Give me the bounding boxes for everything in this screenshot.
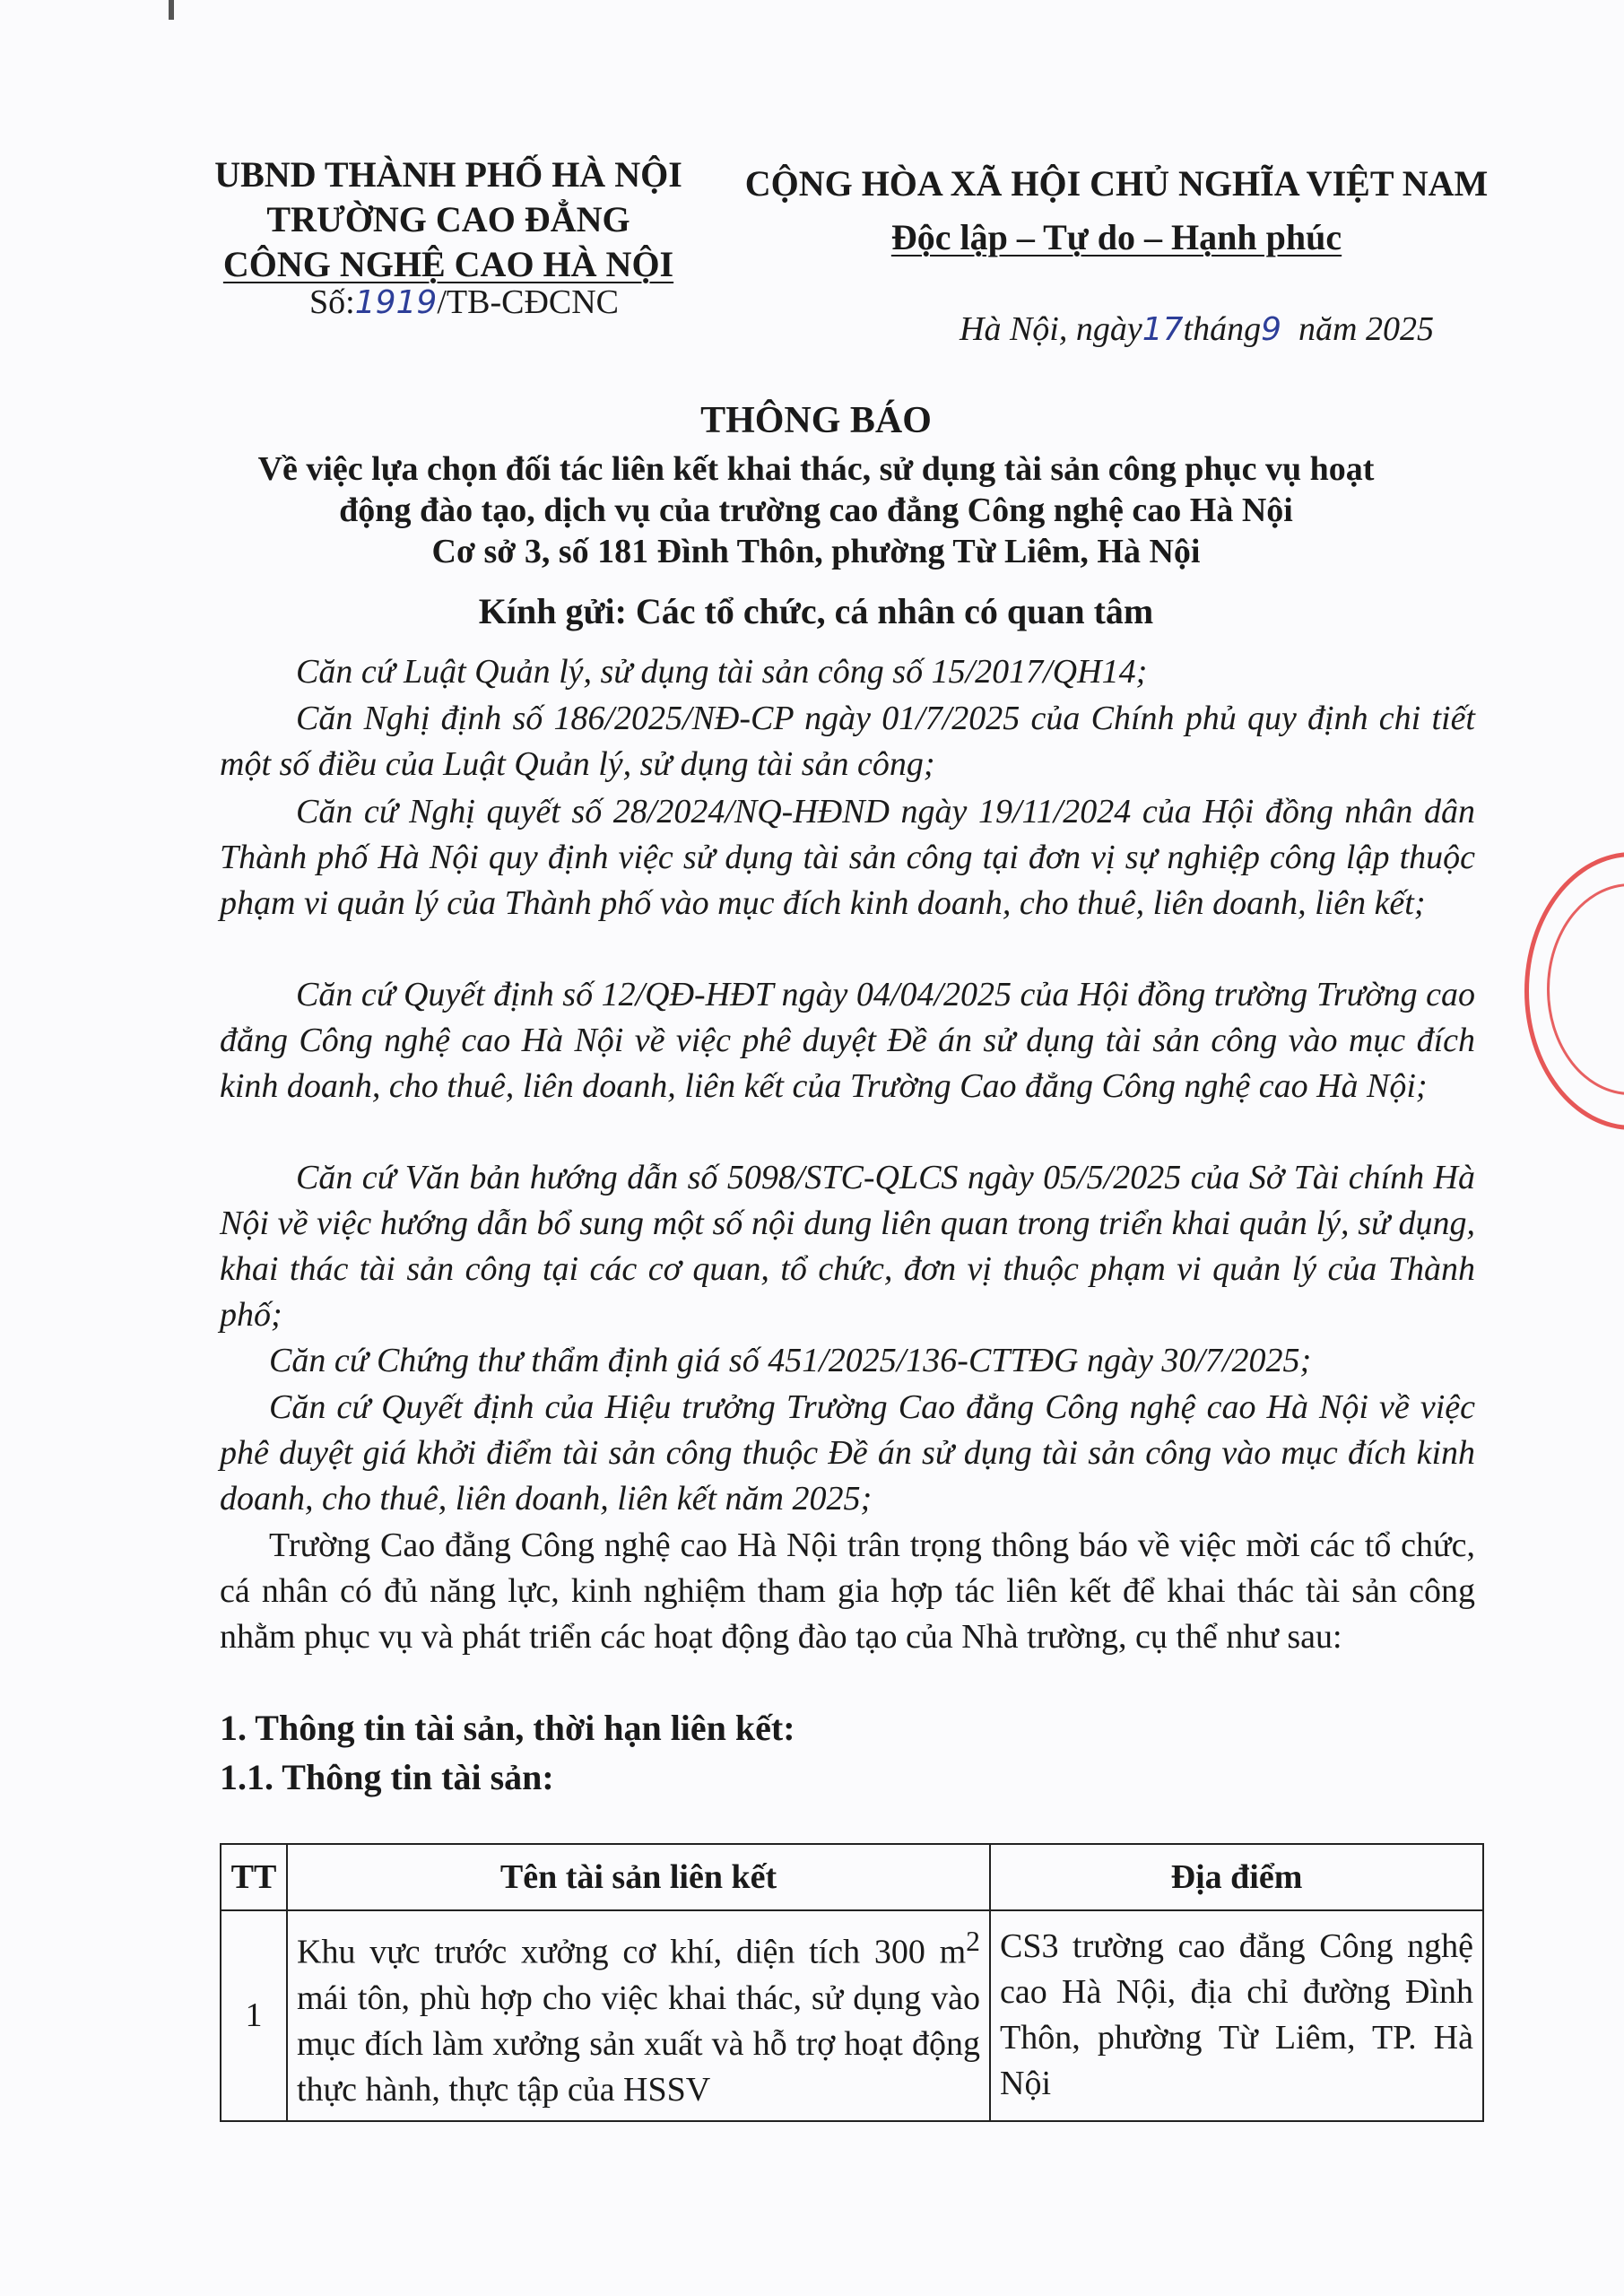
- legal-basis-4: Căn cứ Quyết định số 12/QĐ-HĐT ngày 04/04/2025 của Hội đồng trường Trường cao đẳng Công nghệ cao Hà Nội về việc phê duyệt Đề án sử dụng tài sản công vào mục đích kinh doanh, cho thuê, liên doanh, liên kết của Trường Cao đẳng Công nghệ cao Hà Nội;: [220, 976, 1475, 1105]
- intro-paragraph: Trường Cao đẳng Công nghệ cao Hà Nội trân trọng thông báo về việc mời các tổ chức, cá nhân có đủ năng lực, kinh nghiệm tham gia hợp tác liên kết để khai thác tài sản công nhằm phục vụ và phát triển các hoạt động đào tạo của Nhà trường, cụ thể như sau:: [220, 1526, 1475, 1656]
- section-1-1-heading: 1.1. Thông tin tài sản:: [220, 1757, 554, 1797]
- header-tt: TT: [221, 1844, 287, 1910]
- legal-basis-5: Căn cứ Văn bản hướng dẫn số 5098/STC-QLCS ngày 05/5/2025 của Sở Tài chính Hà Nội về việc hướng dẫn bổ sung một số nội dung liên quan trong triển khai quản lý, sử dụng, khai thác tài sản công tại các cơ quan, tổ chức, đơn vị thuộc phạm vi quản lý của Thành phố;: [220, 1159, 1475, 1334]
- scan-artifact: [169, 0, 174, 20]
- document-title: THÔNG BÁO: [700, 400, 932, 441]
- issuing-org-block: [179, 152, 717, 287]
- legal-basis-7: Căn cứ Quyết định của Hiệu trưởng Trường Cao đẳng Công nghệ cao Hà Nội về việc phê duyệt giá khởi điểm tài sản công thuộc Đề án sử dụng tài sản công vào mục đích kinh doanh, cho thuê, liên doanh, liên kết năm 2025;: [220, 1388, 1475, 1518]
- legal-basis-3: Căn cứ Nghị quyết số 28/2024/NQ-HĐND ngày 19/11/2024 của Hội đồng nhân dân Thành phố Hà Nội quy định việc sử dụng tài sản công tại đơn vị sự nghiệp công lập thuộc phạm vi quản lý của Thành phố vào mục đích kinh doanh, cho thuê, liên doanh, liên kết;: [220, 793, 1475, 922]
- nation-name: CỘNG HÒA XÃ HỘI CHỦ NGHĨA VIỆT NAM: [744, 163, 1489, 204]
- issue-date: Hà Nội, ngày17tháng9 năm 2025: [960, 310, 1434, 348]
- handwritten-day: 17: [1142, 311, 1184, 348]
- recipient-line: Kính gửi: Các tổ chức, cá nhân có quan tâm: [478, 591, 1154, 631]
- cell-tt: 1: [221, 1910, 287, 2121]
- national-header: [735, 157, 1498, 265]
- document-number: Số:1919/TB-CĐCNC: [309, 283, 620, 321]
- legal-basis-1: Căn cứ Luật Quản lý, sử dụng tài sản công số 15/2017/QH14;: [296, 653, 1148, 691]
- table-row: [221, 1910, 1483, 2121]
- handwritten-month: 9: [1261, 311, 1281, 348]
- header-asset-name: Tên tài sản liên kết: [287, 1844, 990, 1910]
- asset-table: [220, 1843, 1484, 2122]
- section-1-heading: 1. Thông tin tài sản, thời hạn liên kết:: [220, 1708, 795, 1748]
- document-subtitle: Về việc lựa chọn đối tác liên kết khai thác, sử dụng tài sản công phục vụ hoạt động đào tạo, dịch vụ của trường cao đẳng Công nghệ cao Hà Nội Cơ sở 3, số 181 Đình Thôn, phường Từ Liêm, Hà Nội: [257, 450, 1375, 570]
- org-line-2: TRƯỜNG CAO ĐẲNG: [266, 199, 630, 239]
- header-location: Địa điểm: [990, 1844, 1483, 1910]
- org-line-1: UBND THÀNH PHỐ HÀ NỘI: [214, 154, 682, 195]
- legal-basis-6: Căn cứ Chứng thư thẩm định giá số 451/2025/136-CTTĐG ngày 30/7/2025;: [269, 1342, 1312, 1379]
- org-line-3: CÔNG NGHỆ CAO HÀ NỘI: [222, 244, 674, 284]
- table-header-row: [221, 1844, 1483, 1910]
- cell-location: CS3 trường cao đẳng Công nghệ cao Hà Nội, địa chỉ đường Đình Thôn, phường Từ Liêm, TP. Hà Nội: [990, 1910, 1483, 2121]
- handwritten-number: 1919: [354, 284, 438, 321]
- motto: Độc lập – Tự do – Hạnh phúc: [890, 217, 1342, 257]
- legal-basis-2: Căn Nghị định số 186/2025/NĐ-CP ngày 01/7/2025 của Chính phủ quy định chi tiết một số điều của Luật Quản lý, sử dụng tài sản công;: [220, 700, 1475, 783]
- cell-asset-name: Khu vực trước xưởng cơ khí, diện tích 300 $m^2$ mái tôn, phù hợp cho việc khai thác, sử dụng vào mục đích làm xưởng sản xuất và hỗ trợ hoạt động thực hành, thực tập của HSSV: [287, 1910, 990, 2121]
